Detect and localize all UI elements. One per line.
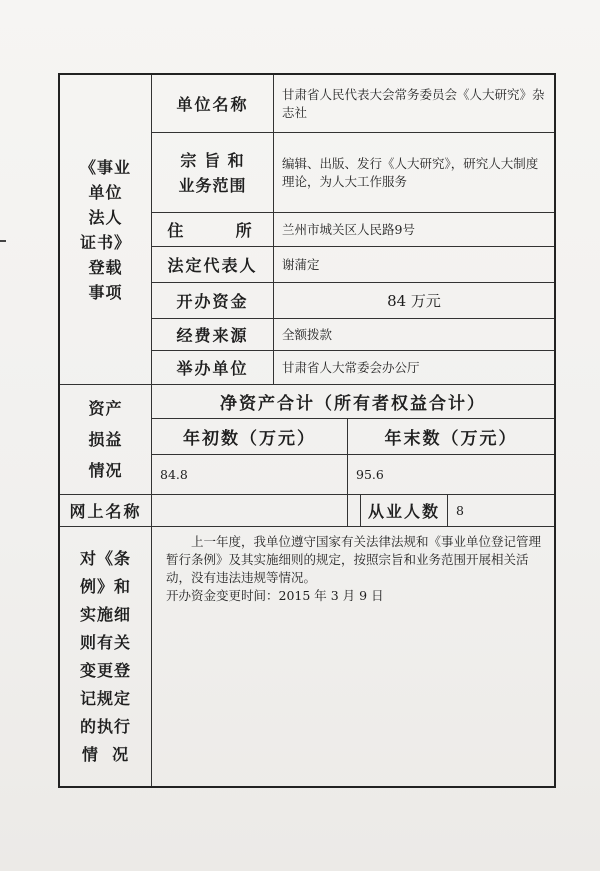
assets-label-line: 情况: [88, 461, 123, 480]
assets-label-line: 损益: [88, 430, 123, 449]
compliance-text: 上一年度，我单位遵守国家有关法律法规和《事业单位登记管理暂行条例》及其实施细则的规定，按照宗旨和业务范围开展相关活动，没有违法违规等情况。: [166, 534, 542, 585]
online-name-value: [152, 495, 348, 527]
compliance-label-line: 记规定: [79, 688, 131, 708]
assets-label-line: 资产: [88, 399, 123, 418]
online-name-label: 网上名称: [60, 495, 152, 527]
section-label-registration: [60, 75, 152, 385]
legal-representative-label: 法定代表人: [152, 247, 274, 283]
section-label-line: 证书》: [79, 232, 131, 252]
funding-source-label: 经费来源: [152, 319, 274, 351]
purpose-scope-value: 编辑、出版、发行《人大研究》，研究人大制度理论，为人大工作服务: [274, 133, 554, 213]
section-label-line: 单位: [88, 182, 123, 202]
end-year-label: 年末数（万元）: [348, 419, 554, 455]
compliance-label-line: 实施细: [79, 604, 131, 624]
staff-count-value: 8: [448, 495, 554, 527]
funding-source-value: 全额拨款: [274, 319, 554, 351]
compliance-label-line: 则有关: [79, 632, 131, 652]
compliance-label-line: 情 况: [81, 744, 130, 764]
capital-change-note: 开办资金变更时间：2015 年 3 月 9 日: [166, 588, 384, 603]
compliance-label-line: 变更登: [79, 660, 131, 680]
scope-label-line: 业务范围: [178, 175, 247, 195]
sponsor-value: 甘肃省人大常委会办公厅: [274, 351, 554, 385]
legal-representative-value: 谢蒲定: [274, 247, 554, 283]
compliance-label-line: 对《条: [79, 548, 131, 568]
section-label-line: 《事业: [79, 157, 131, 177]
address-label: 住 所: [152, 213, 274, 247]
compliance-section-label: [60, 527, 152, 786]
begin-year-label: 年初数（万元）: [152, 419, 348, 455]
end-year-value: 95.6: [348, 455, 554, 495]
section-label-line: 登载: [88, 257, 123, 277]
staff-count-label: 从业人数: [360, 495, 448, 527]
margin-mark: [0, 240, 6, 242]
section-label-line: 事项: [88, 282, 123, 302]
sponsor-label: 举办单位: [152, 351, 274, 385]
capital-value: 84 万元: [274, 283, 554, 319]
compliance-label-line: 例》和: [79, 576, 131, 596]
address-value: 兰州市城关区人民路9号: [274, 213, 554, 247]
capital-label: 开办资金: [152, 283, 274, 319]
unit-name-value: 甘肃省人民代表大会常务委员会《人大研究》杂志社: [274, 75, 554, 133]
registration-form-table: [58, 73, 556, 788]
net-assets-header: 净资产合计（所有者权益合计）: [152, 385, 554, 419]
purpose-scope-label: [152, 133, 274, 213]
unit-name-label: 单位名称: [152, 75, 274, 133]
section-label-line: 法人: [88, 207, 123, 227]
purpose-label-line: 宗 旨 和: [180, 150, 245, 170]
assets-section-label: [60, 385, 152, 495]
compliance-label-line: 的执行: [79, 716, 131, 736]
begin-year-value: 84.8: [152, 455, 348, 495]
compliance-content: [152, 527, 554, 786]
